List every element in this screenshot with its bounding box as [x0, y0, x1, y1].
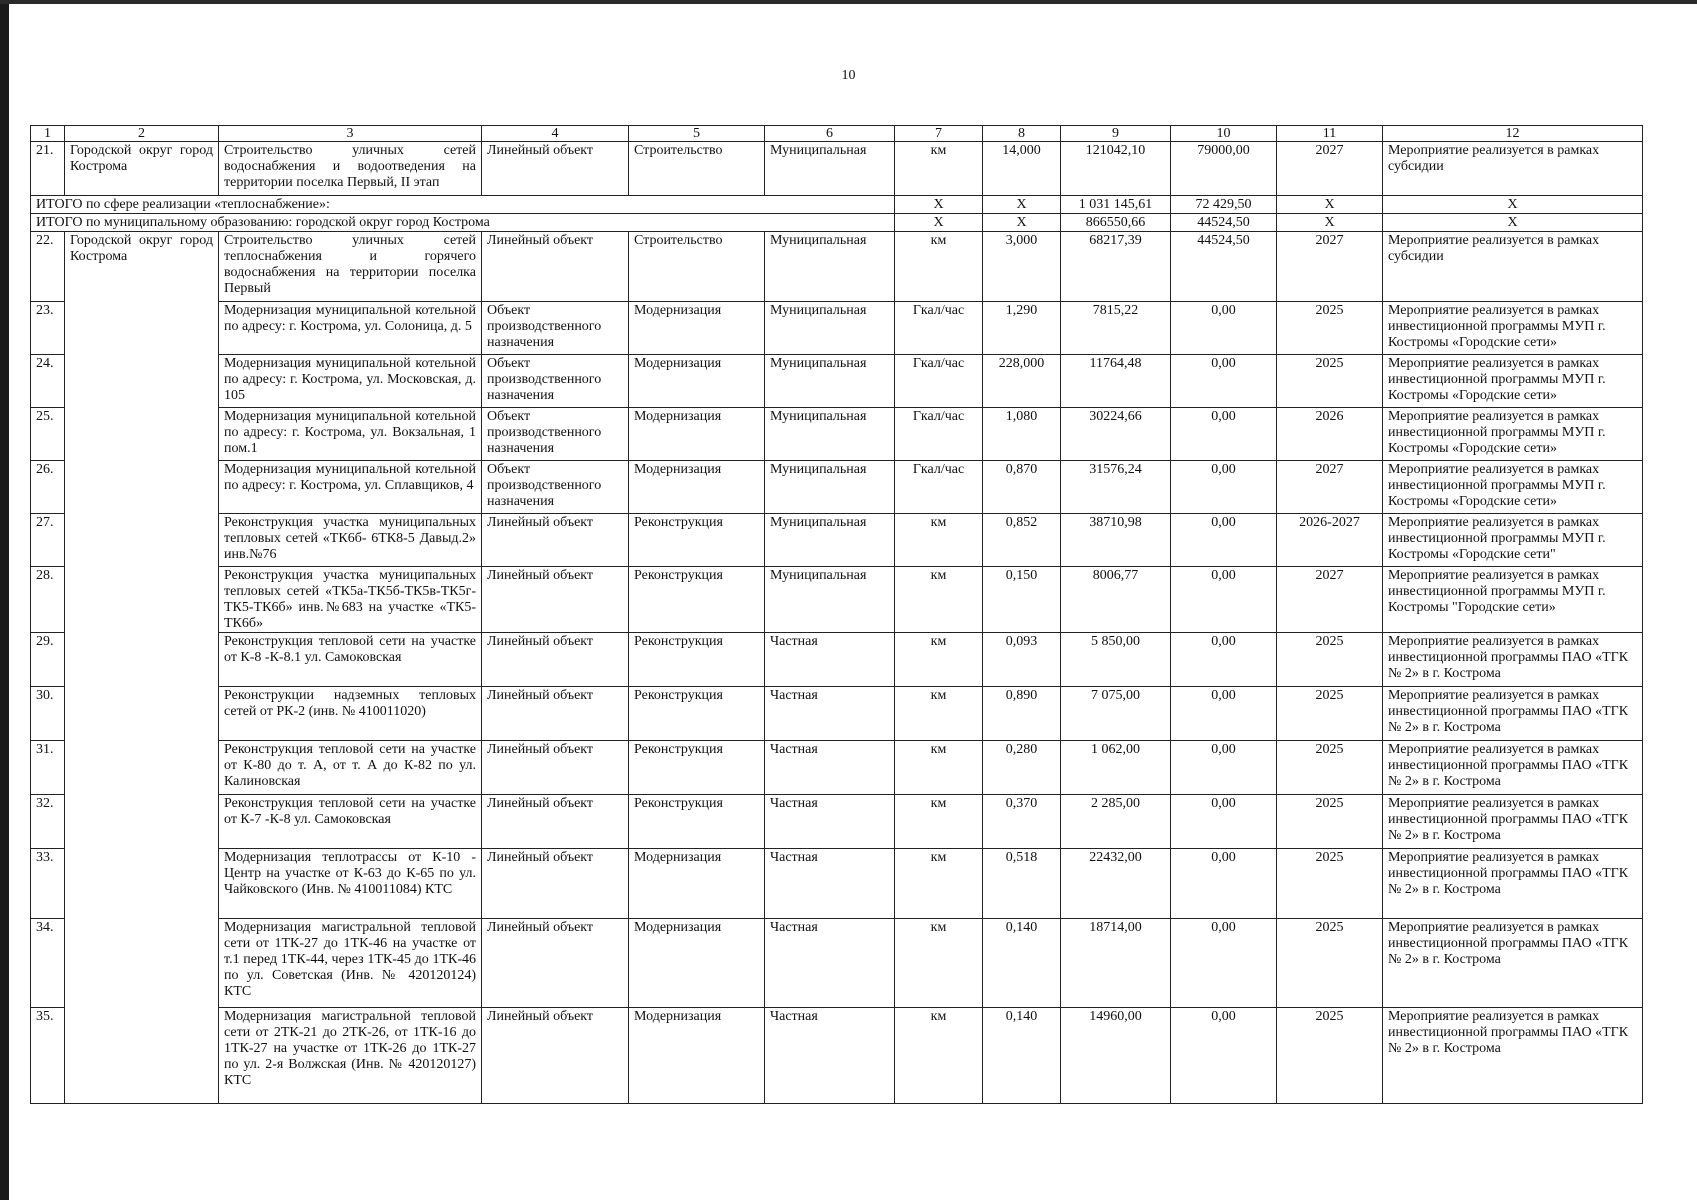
funding-cell: 0,00	[1171, 633, 1277, 687]
note-cell: Мероприятие реализуется в рамках инвестиционной программы МУП г. Костромы «Городские сети»	[1383, 408, 1643, 461]
cost-cell: 5 850,00	[1061, 633, 1171, 687]
total-label: ИТОГО по муниципальному образованию: городской округ город Кострома	[31, 214, 895, 232]
column-header: 1	[31, 126, 65, 142]
ownership-cell: Частная	[765, 919, 895, 1008]
work-type-cell: Модернизация	[629, 919, 765, 1008]
table-row	[31, 232, 1643, 302]
object-type-cell: Объект производственного назначения	[482, 355, 629, 408]
cost-cell: 68217,39	[1061, 232, 1171, 302]
capacity-cell: 0,890	[983, 687, 1061, 741]
row-number: 32.	[31, 795, 65, 849]
column-header: 6	[765, 126, 895, 142]
object-type-cell: Линейный объект	[482, 919, 629, 1008]
cost-cell: 1 062,00	[1061, 741, 1171, 795]
unit-cell: км	[895, 795, 983, 849]
cost-cell: 2 285,00	[1061, 795, 1171, 849]
table-row	[31, 741, 1643, 795]
year-cell: 2027	[1277, 567, 1383, 633]
measure-name-cell: Модернизация магистральной тепловой сети от 1ТК-27 до 1ТК-46 на участке от т.1 перед 1ТК-44, через 1ТК-45 до 1ТК-46 по ул. Советская (Инв. № 420120124) КТС	[219, 919, 482, 1008]
capacity-cell: 1,290	[983, 302, 1061, 355]
object-type-cell: Линейный объект	[482, 514, 629, 567]
capacity-cell: 3,000	[983, 232, 1061, 302]
year-cell: 2026	[1277, 408, 1383, 461]
note-cell: Мероприятие реализуется в рамках инвестиционной программы МУП г. Костромы «Городские сети»	[1383, 461, 1643, 514]
ownership-cell: Частная	[765, 849, 895, 919]
work-type-cell: Строительство	[629, 232, 765, 302]
object-type-cell: Линейный объект	[482, 1008, 629, 1104]
funding-cell: 0,00	[1171, 919, 1277, 1008]
total-cell: Х	[1277, 214, 1383, 232]
cost-cell: 22432,00	[1061, 849, 1171, 919]
ownership-cell: Частная	[765, 795, 895, 849]
object-type-cell: Линейный объект	[482, 142, 629, 196]
cost-cell: 30224,66	[1061, 408, 1171, 461]
total-cell: Х	[983, 214, 1061, 232]
capacity-cell: 0,370	[983, 795, 1061, 849]
row-number: 28.	[31, 567, 65, 633]
work-type-cell: Строительство	[629, 142, 765, 196]
note-cell: Мероприятие реализуется в рамках инвестиционной программы МУП г. Костромы «Городские сети»	[1383, 302, 1643, 355]
funding-cell: 0,00	[1171, 741, 1277, 795]
funding-cell: 0,00	[1171, 687, 1277, 741]
total-label: ИТОГО по сфере реализации «теплоснабжение»:	[31, 196, 895, 214]
note-cell: Мероприятие реализуется в рамках инвестиционной программы ПАО «ТГК № 2» в г. Кострома	[1383, 687, 1643, 741]
year-cell: 2027	[1277, 142, 1383, 196]
row-number: 35.	[31, 1008, 65, 1104]
unit-cell: км	[895, 567, 983, 633]
funding-cell: 0,00	[1171, 355, 1277, 408]
note-cell: Мероприятие реализуется в рамках субсидии	[1383, 232, 1643, 302]
cost-cell: 7815,22	[1061, 302, 1171, 355]
table-row	[31, 849, 1643, 919]
work-type-cell: Реконструкция	[629, 633, 765, 687]
row-number: 27.	[31, 514, 65, 567]
table-row	[31, 142, 1643, 196]
column-header: 9	[1061, 126, 1171, 142]
object-type-cell: Объект производственного назначения	[482, 461, 629, 514]
work-type-cell: Модернизация	[629, 302, 765, 355]
capacity-cell: 0,852	[983, 514, 1061, 567]
year-cell: 2025	[1277, 687, 1383, 741]
unit-cell: км	[895, 741, 983, 795]
measure-name-cell: Модернизация муниципальной котельной по адресу: г. Кострома, ул. Московская, д. 105	[219, 355, 482, 408]
table-row	[31, 687, 1643, 741]
work-type-cell: Модернизация	[629, 1008, 765, 1104]
total-cell: Х	[1383, 214, 1643, 232]
district-cell: Городской округ город Кострома	[65, 232, 219, 1104]
document-table-wrap	[30, 125, 1642, 1104]
table-row	[31, 408, 1643, 461]
scan-edge-left	[0, 0, 9, 1200]
row-number: 24.	[31, 355, 65, 408]
unit-cell: км	[895, 1008, 983, 1104]
note-cell: Мероприятие реализуется в рамках инвестиционной программы МУП г. Костромы "Городские сети»	[1383, 567, 1643, 633]
unit-cell: км	[895, 687, 983, 741]
work-type-cell: Реконструкция	[629, 741, 765, 795]
note-cell: Мероприятие реализуется в рамках инвестиционной программы ПАО «ТГК № 2» в г. Кострома	[1383, 1008, 1643, 1104]
funding-cell: 0,00	[1171, 514, 1277, 567]
note-cell: Мероприятие реализуется в рамках инвестиционной программы ПАО «ТГК № 2» в г. Кострома	[1383, 795, 1643, 849]
measure-name-cell: Реконструкция тепловой сети на участке от К-80 до т. А, от т. А до К-82 по ул. Калиновская	[219, 741, 482, 795]
capacity-cell: 14,000	[983, 142, 1061, 196]
note-cell: Мероприятие реализуется в рамках инвестиционной программы ПАО «ТГК № 2» в г. Кострома	[1383, 849, 1643, 919]
ownership-cell: Муниципальная	[765, 461, 895, 514]
work-type-cell: Модернизация	[629, 461, 765, 514]
column-header: 3	[219, 126, 482, 142]
capacity-cell: 0,093	[983, 633, 1061, 687]
work-type-cell: Модернизация	[629, 849, 765, 919]
row-number: 22.	[31, 232, 65, 302]
capacity-cell: 0,870	[983, 461, 1061, 514]
note-cell: Мероприятие реализуется в рамках инвестиционной программы МУП г. Костромы «Городские сети»	[1383, 355, 1643, 408]
measure-name-cell: Строительство уличных сетей теплоснабжения и горячего водоснабжения на территории поселка Первый	[219, 232, 482, 302]
row-number: 26.	[31, 461, 65, 514]
object-type-cell: Линейный объект	[482, 849, 629, 919]
table-row	[31, 919, 1643, 1008]
capacity-cell: 0,140	[983, 919, 1061, 1008]
note-cell: Мероприятие реализуется в рамках инвестиционной программы ПАО «ТГК № 2» в г. Кострома	[1383, 633, 1643, 687]
object-type-cell: Объект производственного назначения	[482, 302, 629, 355]
measure-name-cell: Модернизация муниципальной котельной по адресу: г. Кострома, ул. Сплавщиков, 4	[219, 461, 482, 514]
year-cell: 2025	[1277, 795, 1383, 849]
column-header: 4	[482, 126, 629, 142]
capacity-cell: 0,140	[983, 1008, 1061, 1104]
ownership-cell: Муниципальная	[765, 514, 895, 567]
object-type-cell: Линейный объект	[482, 633, 629, 687]
row-number: 30.	[31, 687, 65, 741]
total-cell: Х	[1277, 196, 1383, 214]
cost-cell: 121042,10	[1061, 142, 1171, 196]
cost-cell: 8006,77	[1061, 567, 1171, 633]
work-type-cell: Реконструкция	[629, 514, 765, 567]
table-row	[31, 302, 1643, 355]
measure-name-cell: Реконструкция участка муниципальных тепловых сетей «ТК6б- 6ТК8-5 Давыд.2» инв.№76	[219, 514, 482, 567]
ownership-cell: Частная	[765, 741, 895, 795]
column-header: 7	[895, 126, 983, 142]
column-header: 5	[629, 126, 765, 142]
measure-name-cell: Модернизация муниципальной котельной по адресу: г. Кострома, ул. Солоница, д. 5	[219, 302, 482, 355]
total-cell: Х	[1383, 196, 1643, 214]
table-row	[31, 633, 1643, 687]
row-number: 34.	[31, 919, 65, 1008]
total-row-city	[31, 214, 1643, 232]
measure-name-cell: Реконструкция тепловой сети на участке от К-8 -К-8.1 ул. Самоковская	[219, 633, 482, 687]
ownership-cell: Частная	[765, 1008, 895, 1104]
table-row	[31, 514, 1643, 567]
capacity-cell: 228,000	[983, 355, 1061, 408]
work-type-cell: Реконструкция	[629, 567, 765, 633]
capacity-cell: 0,150	[983, 567, 1061, 633]
capacity-cell: 0,518	[983, 849, 1061, 919]
measure-name-cell: Модернизация теплотрассы от К-10 - Центр на участке от К-63 до К-65 по ул. Чайковского (Инв. № 410011084) КТС	[219, 849, 482, 919]
object-type-cell: Линейный объект	[482, 741, 629, 795]
total-cost: 866550,66	[1061, 214, 1171, 232]
year-cell: 2025	[1277, 1008, 1383, 1104]
ownership-cell: Муниципальная	[765, 142, 895, 196]
total-cost: 1 031 145,61	[1061, 196, 1171, 214]
unit-cell: Гкал/час	[895, 408, 983, 461]
unit-cell: км	[895, 919, 983, 1008]
district-cell: Городской округ город Кострома	[65, 142, 219, 196]
unit-cell: км	[895, 633, 983, 687]
funding-cell: 0,00	[1171, 461, 1277, 514]
ownership-cell: Частная	[765, 633, 895, 687]
year-cell: 2025	[1277, 633, 1383, 687]
column-header: 10	[1171, 126, 1277, 142]
table-row	[31, 1008, 1643, 1104]
measure-name-cell: Реконструкция участка муниципальных тепловых сетей «ТК5а-ТК5б-ТК5в-ТК5г-ТК5-ТК6б» инв.№683 на участке «ТК5-ТК6б»	[219, 567, 482, 633]
work-type-cell: Реконструкция	[629, 687, 765, 741]
work-type-cell: Модернизация	[629, 355, 765, 408]
measure-name-cell: Реконструкции надземных тепловых сетей от РК-2 (инв. № 410011020)	[219, 687, 482, 741]
ownership-cell: Муниципальная	[765, 232, 895, 302]
cost-cell: 11764,48	[1061, 355, 1171, 408]
column-header: 12	[1383, 126, 1643, 142]
ownership-cell: Муниципальная	[765, 302, 895, 355]
funding-cell: 44524,50	[1171, 232, 1277, 302]
column-header: 11	[1277, 126, 1383, 142]
year-cell: 2027	[1277, 461, 1383, 514]
note-cell: Мероприятие реализуется в рамках инвестиционной программы ПАО «ТГК № 2» в г. Кострома	[1383, 741, 1643, 795]
table-row	[31, 567, 1643, 633]
ownership-cell: Муниципальная	[765, 355, 895, 408]
year-cell: 2027	[1277, 232, 1383, 302]
unit-cell: Гкал/час	[895, 461, 983, 514]
row-number: 23.	[31, 302, 65, 355]
year-cell: 2025	[1277, 302, 1383, 355]
column-number-row	[31, 126, 1643, 142]
note-cell: Мероприятие реализуется в рамках субсидии	[1383, 142, 1643, 196]
ownership-cell: Муниципальная	[765, 567, 895, 633]
ownership-cell: Муниципальная	[765, 408, 895, 461]
total-funding: 72 429,50	[1171, 196, 1277, 214]
object-type-cell: Линейный объект	[482, 232, 629, 302]
measure-name-cell: Реконструкция тепловой сети на участке от К-7 -К-8 ул. Самоковская	[219, 795, 482, 849]
object-type-cell: Объект производственного назначения	[482, 408, 629, 461]
unit-cell: км	[895, 142, 983, 196]
year-cell: 2025	[1277, 919, 1383, 1008]
table-row	[31, 795, 1643, 849]
scan-edge-top	[0, 0, 1697, 4]
cost-cell: 14960,00	[1061, 1008, 1171, 1104]
total-row-heat	[31, 196, 1643, 214]
note-cell: Мероприятие реализуется в рамках инвестиционной программы МУП г. Костромы «Городские сети"	[1383, 514, 1643, 567]
object-type-cell: Линейный объект	[482, 687, 629, 741]
column-header: 2	[65, 126, 219, 142]
cost-cell: 18714,00	[1061, 919, 1171, 1008]
table-body	[31, 126, 1643, 1104]
object-type-cell: Линейный объект	[482, 795, 629, 849]
row-number: 21.	[31, 142, 65, 196]
measure-name-cell: Строительство уличных сетей водоснабжения и водоотведения на территории поселка Первый, II этап	[219, 142, 482, 196]
measures-table	[30, 125, 1643, 1104]
object-type-cell: Линейный объект	[482, 567, 629, 633]
total-cell: Х	[895, 214, 983, 232]
total-cell: Х	[895, 196, 983, 214]
table-row	[31, 461, 1643, 514]
cost-cell: 38710,98	[1061, 514, 1171, 567]
work-type-cell: Реконструкция	[629, 795, 765, 849]
unit-cell: Гкал/час	[895, 355, 983, 408]
unit-cell: км	[895, 514, 983, 567]
unit-cell: Гкал/час	[895, 302, 983, 355]
cost-cell: 7 075,00	[1061, 687, 1171, 741]
funding-cell: 0,00	[1171, 795, 1277, 849]
measure-name-cell: Модернизация магистральной тепловой сети от 2ТК-21 до 2ТК-26, от 1ТК-16 до 1ТК-27 на участке от 1ТК-26 до 1ТК-27 по ул. 2-я Волжская (Инв. № 420120127) КТС	[219, 1008, 482, 1104]
row-number: 33.	[31, 849, 65, 919]
row-number: 29.	[31, 633, 65, 687]
funding-cell: 0,00	[1171, 849, 1277, 919]
capacity-cell: 0,280	[983, 741, 1061, 795]
total-funding: 44524,50	[1171, 214, 1277, 232]
total-cell: Х	[983, 196, 1061, 214]
funding-cell: 0,00	[1171, 567, 1277, 633]
work-type-cell: Модернизация	[629, 408, 765, 461]
year-cell: 2025	[1277, 355, 1383, 408]
funding-cell: 79000,00	[1171, 142, 1277, 196]
year-cell: 2025	[1277, 741, 1383, 795]
page-number: 10	[841, 68, 856, 83]
measure-name-cell: Модернизация муниципальной котельной по адресу: г. Кострома, ул. Вокзальная, 1 пом.1	[219, 408, 482, 461]
funding-cell: 0,00	[1171, 302, 1277, 355]
year-cell: 2026-2027	[1277, 514, 1383, 567]
funding-cell: 0,00	[1171, 408, 1277, 461]
row-number: 25.	[31, 408, 65, 461]
unit-cell: км	[895, 232, 983, 302]
unit-cell: км	[895, 849, 983, 919]
ownership-cell: Частная	[765, 687, 895, 741]
row-number: 31.	[31, 741, 65, 795]
funding-cell: 0,00	[1171, 1008, 1277, 1104]
capacity-cell: 1,080	[983, 408, 1061, 461]
note-cell: Мероприятие реализуется в рамках инвестиционной программы ПАО «ТГК № 2» в г. Кострома	[1383, 919, 1643, 1008]
column-header: 8	[983, 126, 1061, 142]
cost-cell: 31576,24	[1061, 461, 1171, 514]
year-cell: 2025	[1277, 849, 1383, 919]
table-row	[31, 355, 1643, 408]
